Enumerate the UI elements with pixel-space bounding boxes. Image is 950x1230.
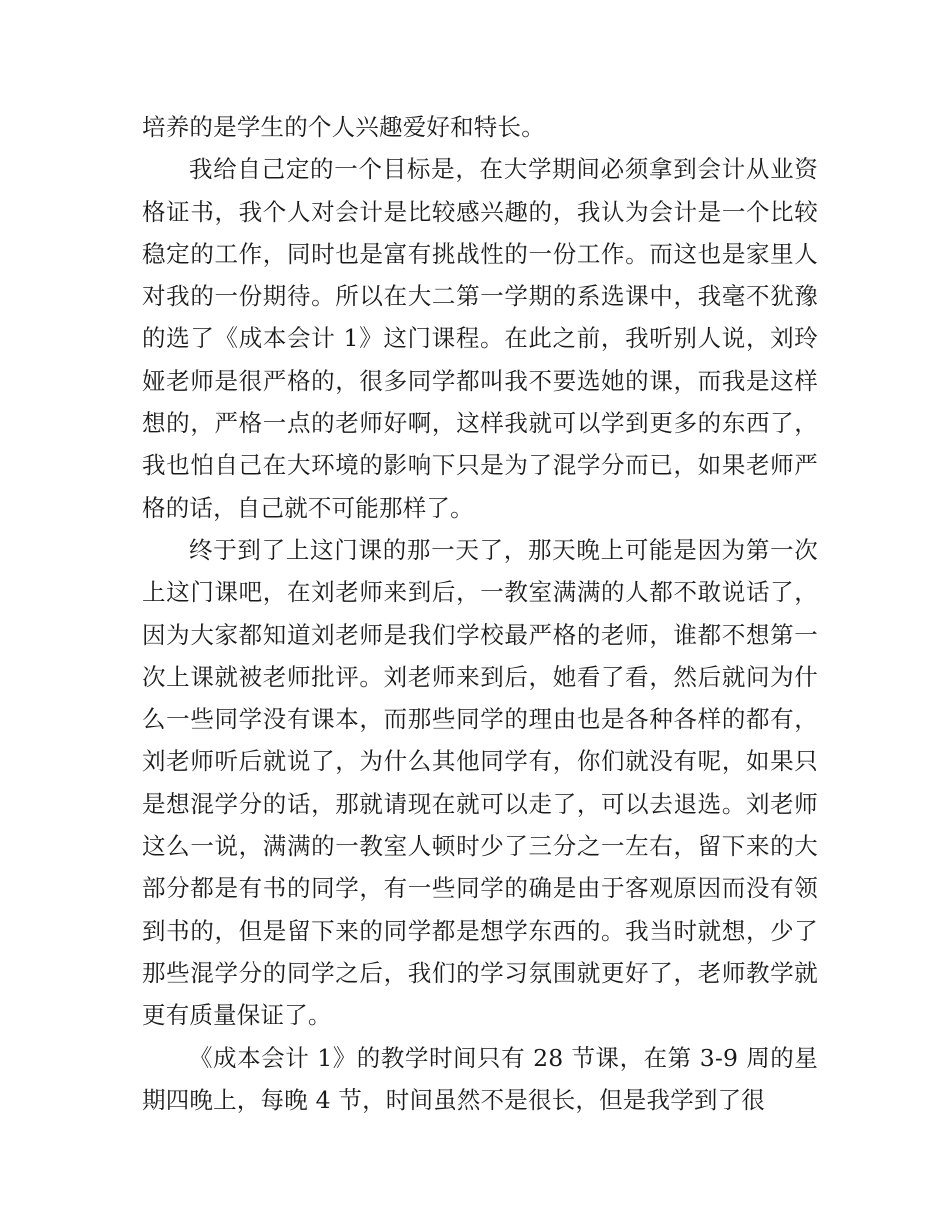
paragraph-course-schedule: 《成本会计 1》的教学时间只有 28 节课，在第 3-9 周的星期四晚上，每晚 4 节，时间虽然不是很长，但是我学到了很	[142, 1043, 818, 1114]
paragraph-continuation: 培养的是学生的个人兴趣爱好和特长。	[142, 113, 545, 141]
paragraph-first-class: 终于到了上这门课的那一天了，那天晚上可能是因为第一次上这门课吧，在刘老师来到后，一教室满满的人都不敢说话了，因为大家都知道刘老师是我们学校最严格的老师，谁都不想第一次上课就被老师批评。刘老师来到后，她看了看，然后就问为什么一些同学没有课本，而那些同学的理由也是各种各样的都有，刘老师听后就说了，为什么其他同学有，你们就没有呢，如果只是想混学分的话，那就请现在就可以走了，可以去退选。刘老师这么一说，满满的一教室人顿时少了三分之一左右，留下来的大部分都是有书的同学，有一些同学的确是由于客观原因而没有领到书的，但是留下来的同学都是想学东西的。我当时就想，少了那些混学分的同学之后，我们的学习氛围就更好了，老师教学就更有质量保证了。	[142, 535, 818, 1030]
paragraph-goal: 我给自己定的一个目标是，在大学期间必须拿到会计从业资格证书，我个人对会计是比较感兴趣的，我认为会计是一个比较稳定的工作，同时也是富有挑战性的一份工作。而这也是家里人对我的一份期待。所以在大二第一学期的系选课中，我毫不犹豫的选了《成本会计 1》这门课程。在此之前，我听别人说，刘玲娅老师是很严格的，很多同学都叫我不要选她的课，而我是这样想的，严格一点的老师好啊，这样我就可以学到更多的东西了，我也怕自己在大环境的影响下只是为了混学分而已，如果老师严格的话，自己就不可能那样了。	[142, 155, 818, 522]
document-body	[142, 106, 818, 1121]
